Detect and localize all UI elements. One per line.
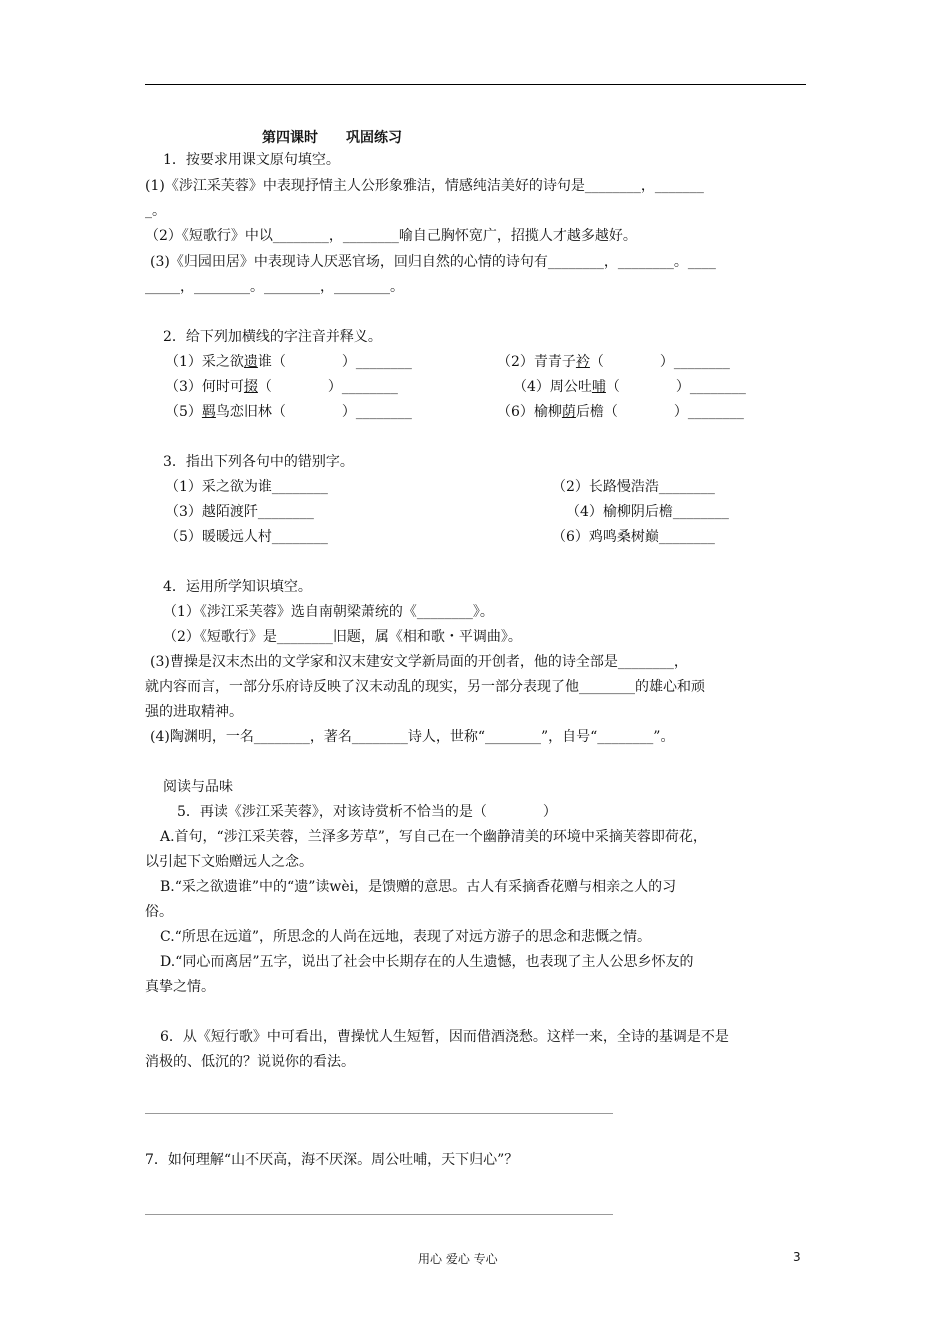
q1-heading: 1．按要求用课文原句填空。: [163, 152, 340, 168]
q4-heading: 4．运用所学知识填空。: [163, 579, 312, 595]
q4-line-4: 就内容而言，一部分乐府诗反映了汉末动乱的现实，另一部分表现了他________的雄心和顽: [145, 679, 705, 695]
q5-option-a: A.首句，“涉江采芙蓉，兰泽多芳草”，写自己在一个幽静清美的环境中采摘芙蓉即荷花，: [160, 829, 707, 845]
q6-line-1: 6．从《短行歌》中可看出，曹操忧人生短暂，因而借酒浇愁。这样一来，全诗的基调是不是: [160, 1029, 729, 1045]
q5-option-a-cont: 以引起下文贻赠远人之念。: [145, 854, 313, 870]
q6-line-2: 消极的、低沉的？说说你的看法。: [145, 1054, 355, 1070]
header-rule: [145, 84, 806, 85]
q3-item: （3）越陌渡阡________: [165, 504, 314, 520]
q5-option-c: C.“所思在远道”，所思念的人尚在远地，表现了对远方游子的思念和悲慨之情。: [160, 929, 651, 945]
q4-line-6: (4)陶渊明，一名________，著名________诗人，世称“________”，自号“________”。: [150, 729, 675, 745]
answer-line: [145, 1214, 613, 1215]
q3-heading: 3．指出下列各句中的错别字。: [163, 454, 354, 470]
page-title: 第四课时 巩固练习: [262, 130, 402, 146]
q1-line-2: _。: [145, 203, 166, 219]
q2-heading: 2．给下列加横线的字注音并释义。: [163, 329, 382, 345]
q2-item: （5）羁鸟恋旧林（ ）________: [165, 404, 412, 420]
q4-line-5: 强的进取精神。: [145, 704, 243, 720]
answer-line: [145, 1113, 613, 1114]
page-number: 3: [793, 1250, 801, 1264]
q3-item: （4）榆柳阴后檐________: [566, 504, 729, 520]
q4-line-1: （1）《涉江采芙蓉》选自南朝梁萧统的《________》。: [163, 604, 494, 620]
q3-item: （1）采之欲为谁________: [165, 479, 328, 495]
q2-item: （1）采之欲遗谁（ ）________: [165, 354, 412, 370]
q3-item: （5）暖暖远人村________: [165, 529, 328, 545]
q4-line-3: (3)曹操是汉末杰出的文学家和汉末建安文学新局面的开创者，他的诗全部是________，: [150, 654, 688, 670]
q3-item: （2）长路慢浩浩________: [552, 479, 715, 495]
q7-line: 7．如何理解“山不厌高，海不厌深。周公吐哺，天下归心”？: [145, 1152, 519, 1168]
q5-stem: 5．再读《涉江采芙蓉》，对该诗赏析不恰当的是（ ）: [177, 804, 557, 820]
footer-text: 用心 爱心 专心: [418, 1252, 498, 1266]
q1-line-1: (1)《涉江采芙蓉》中表现抒情主人公形象雅洁，情感纯洁美好的诗句是________，_______: [145, 178, 704, 194]
reading-heading: 阅读与品味: [163, 779, 233, 795]
q5-option-b: B.“采之欲遗谁”中的“遗”读wèi，是馈赠的意思。古人有采摘香花赠与相亲之人的习: [160, 879, 677, 895]
q2-item: （6）榆柳荫后檐（ ）________: [497, 404, 744, 420]
q5-option-d-cont: 真挚之情。: [145, 979, 215, 995]
q5-option-d: D.“同心而离居”五字，说出了社会中长期存在的人生遗憾，也表现了主人公思乡怀友的: [160, 954, 694, 970]
q1-line-4: (3)《归园田居》中表现诗人厌恶官场，回归自然的心情的诗句有________，________。____: [150, 254, 716, 270]
q4-line-2: （2）《短歌行》是________旧题，属《相和歌・平调曲》。: [163, 629, 522, 645]
q2-item: （4）周公吐哺（ ）________: [513, 379, 746, 395]
q2-item: （2）青青子衿（ ）________: [497, 354, 730, 370]
q5-option-b-cont: 俗。: [145, 904, 173, 920]
q2-item: （3）何时可掇（ ）________: [165, 379, 398, 395]
q1-line-5: _____，________。________，________。: [145, 279, 404, 295]
q3-item: （6）鸡鸣桑树巅________: [552, 529, 715, 545]
q1-line-3: （2）《短歌行》中以________，________喻自己胸怀宽广，招揽人才越多越好。: [145, 228, 637, 244]
